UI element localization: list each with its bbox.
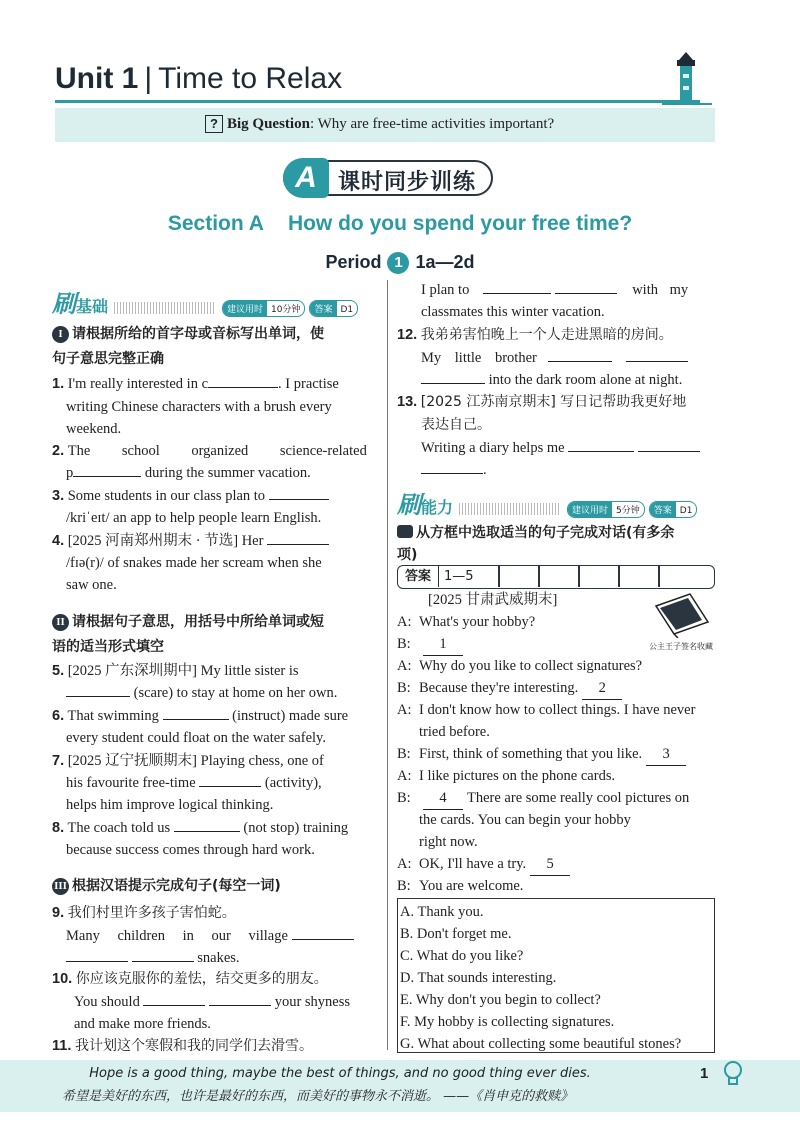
dialogue-text: First, think of something that you like. [419, 746, 643, 762]
q1-text-b: . I practise [278, 376, 339, 392]
q9-blank-3[interactable] [132, 947, 194, 962]
dialogue-line [397, 699, 717, 721]
q11 [52, 1035, 313, 1057]
q1-text-c: writing Chinese characters with a brush every [66, 399, 332, 415]
q13-cn-b: 表达自己。 [421, 417, 491, 433]
q7-text-b: his favourite free-time [66, 775, 196, 791]
dialogue-source: [2025 甘肃武威期末] [428, 592, 558, 608]
q1 [52, 373, 377, 395]
part1-heading [52, 322, 324, 346]
dialogue-line [397, 831, 717, 853]
speaker: B: [397, 790, 411, 806]
big-question: ? Big Question: Why are free-time activities important? [205, 115, 554, 133]
unit-label: Unit 1 [55, 62, 139, 95]
part1-title-b: 句子意思完整正确 [52, 351, 164, 367]
answer-val: D1 [340, 304, 354, 315]
page-number: 1 [700, 1065, 709, 1082]
dialogue-line [397, 633, 717, 655]
q4-blank[interactable] [267, 530, 329, 545]
q5-num: 5. [52, 663, 65, 679]
q5-text-a: [2025 广东深圳期中] My little sister is [67, 663, 299, 679]
q11-text-c: classmates this winter vacation. [421, 304, 605, 320]
dialogue-text: right now. [419, 834, 478, 850]
banner-text: 课时同步训练 [338, 170, 477, 195]
q7-text-c: (activity), [264, 775, 322, 791]
q8-num: 8. [52, 820, 65, 836]
answer-blank-4[interactable]: 4 [423, 787, 463, 810]
speaker: A: [397, 856, 412, 872]
q3-text-b: /kriˈeɪt/ an app to help people learn English. [66, 510, 322, 526]
q9-line2 [66, 925, 354, 947]
unit-title: Unit 1 | Time to Relax [55, 62, 343, 95]
ability-title-b: 项) [397, 547, 418, 563]
dialogue-text: There are some really cool pictures on [467, 790, 690, 806]
basic-time-tag [222, 300, 305, 317]
q8 [52, 817, 348, 839]
ability-level: 能力 [421, 498, 454, 517]
period-heading [0, 252, 800, 274]
q11-blank-1[interactable] [483, 279, 551, 294]
q2-line2 [66, 462, 311, 484]
q7-line2 [66, 772, 322, 794]
q13-blank-1[interactable] [568, 437, 634, 452]
q11-line2 [421, 279, 688, 301]
q4-text-a: [2025 河南郑州期末 · 节选] Her [67, 533, 264, 549]
q9-blank-1[interactable] [292, 925, 354, 940]
q8-text-a: The coach told us [67, 820, 171, 836]
q12-cn: 我弟弟害怕晚上一个人走进黑暗的房间。 [420, 327, 673, 343]
q10-line2 [74, 991, 350, 1013]
time-val: 10分钟 [271, 304, 301, 315]
q7-blank[interactable] [199, 772, 261, 787]
dialogue-text: OK, I'll have a try. [419, 856, 527, 872]
dialogue-text: the cards. You can begin your hobby [419, 812, 631, 828]
q13-blank-3[interactable] [421, 459, 483, 474]
dialogue-line [397, 875, 717, 897]
q13-blank-2[interactable] [638, 437, 700, 452]
option-item: B. Don't forget me. [400, 926, 512, 942]
basic-brand: 刷 [52, 290, 76, 318]
q6-text-a: That swimming [67, 708, 159, 724]
part2-title-a: 请根据句子意思，用括号中所给单词或短 [72, 614, 324, 630]
q13-line3: . [421, 459, 487, 481]
q10-text-a: You should [74, 994, 140, 1010]
q9-cn: 我们村里许多孩子害怕蛇。 [67, 905, 236, 921]
q8-blank[interactable] [174, 817, 240, 832]
q10-num: 10. [52, 971, 73, 987]
dialogue-text: tried before. [419, 724, 490, 740]
book-caption: 公主王子签名收藏 [649, 642, 713, 651]
q5-blank[interactable] [66, 682, 130, 697]
q12-line2 [421, 347, 688, 369]
q2-text-b: p [66, 465, 74, 481]
q13-line2 [421, 437, 700, 459]
q10-text-c: and make more friends. [74, 1016, 211, 1032]
q10-blank-1[interactable] [143, 991, 205, 1006]
answer-strip-label: 答案 [398, 566, 439, 587]
q4-num: 4. [52, 533, 65, 549]
ability-answer-tag [649, 501, 698, 518]
q12-blank-1[interactable] [548, 347, 612, 362]
big-question-label: Big Question [227, 116, 310, 132]
q6-blank[interactable] [163, 705, 229, 720]
dialogue [397, 611, 717, 897]
q13-cn-a: [2025 江苏南京期末] 写日记帮助我更好地 [420, 394, 687, 410]
q7-text-d: helps him improve logical thinking. [66, 797, 274, 813]
header-rule [55, 100, 700, 103]
q5-line2 [66, 682, 337, 704]
q1-text-d: weekend. [66, 421, 122, 437]
answer-strip [397, 565, 715, 589]
section-heading [0, 212, 800, 236]
ability-title-a: 从方框中选取适当的句子完成对话(有多余 [416, 525, 675, 541]
q9-text-b: snakes. [197, 950, 240, 966]
q10-blank-2[interactable] [209, 991, 271, 1006]
speaker: A: [397, 702, 412, 718]
options-box [397, 898, 715, 1053]
q11-text-a: I plan to [421, 282, 470, 298]
answer-val: D1 [679, 505, 693, 516]
q10-text-b: your shyness [274, 994, 351, 1010]
q7-text-a: [2025 辽宁抚顺期末] Playing chess, one of [67, 753, 324, 769]
section-label: Section A [167, 212, 264, 235]
q12-line3 [421, 369, 682, 391]
dialogue-line [397, 721, 717, 743]
q6-text-b: (instruct) made sure [232, 708, 349, 724]
answer-blank-3[interactable]: 3 [646, 743, 686, 766]
q2-num: 2. [52, 443, 65, 459]
q9 [52, 902, 236, 924]
dialogue-line [397, 743, 717, 765]
answer-blank-2[interactable]: 2 [582, 677, 622, 700]
q11-text-b: with my [632, 282, 689, 298]
q12-num: 12. [397, 327, 418, 343]
dialogue-text: Why do you like to collect signatures? [419, 658, 643, 674]
q3-text-a: Some students in our class plan to [67, 488, 266, 504]
q1-num: 1. [52, 376, 65, 392]
answer-key: 答案 [310, 301, 336, 316]
part3-num: III [52, 878, 69, 895]
q8-text-c: because success comes through hard work. [66, 842, 315, 858]
period-number: 1 [387, 252, 409, 274]
q10 [52, 968, 328, 990]
section-title: How do you spend your free time? [287, 212, 633, 235]
q1-text-a: I'm really interested in c [67, 376, 209, 392]
strip-divider [538, 566, 540, 587]
answer-blank-5[interactable]: 5 [530, 853, 570, 876]
speaker: B: [397, 680, 411, 696]
dialogue-line [397, 853, 717, 875]
ability-bar [397, 485, 701, 519]
q3-num: 3. [52, 488, 65, 504]
basic-bar [52, 284, 362, 318]
dialogue-line [397, 809, 717, 831]
part3-heading [52, 874, 281, 898]
dialogue-text: I like pictures on the phone cards. [419, 768, 616, 784]
q9-blank-2[interactable] [66, 947, 128, 962]
q12-text-a: My little brother [421, 350, 537, 366]
strip-divider [618, 566, 620, 587]
part1-title-a: 请根据所给的首字母或音标写出单词，使 [72, 326, 324, 342]
lighthouse-icon [662, 50, 712, 105]
options-list [398, 899, 714, 1055]
q9-line3 [66, 947, 240, 969]
big-question-text: Why are free-time activities important? [317, 116, 555, 132]
q11-blank-2[interactable] [555, 279, 617, 294]
part1-num: I [52, 326, 69, 343]
q5 [52, 660, 299, 682]
option-item: G. What about collecting some beautiful stones? [400, 1036, 682, 1052]
q6-text-c: every student could float on the water safely. [66, 730, 326, 746]
column-divider [387, 280, 388, 1050]
q11-num: 11. [52, 1038, 72, 1054]
dialogue-text: Because they're interesting. [419, 680, 579, 696]
q4-text-c: saw one. [66, 577, 117, 593]
part2-title-b: 语的适当形式填空 [52, 639, 164, 655]
lightbulb-icon [722, 1060, 744, 1088]
q7 [52, 750, 324, 772]
basic-answer-tag [309, 300, 358, 317]
q4 [52, 530, 329, 552]
q2-text-c: during the summer vacation. [144, 465, 311, 481]
option-item: E. Why don't you begin to collect? [400, 992, 601, 1008]
hatch-decoration [459, 503, 561, 515]
q12-text-b: into the dark room alone at night. [488, 372, 683, 388]
speaker: B: [397, 746, 411, 762]
q3-blank[interactable] [269, 485, 329, 500]
q2-blank[interactable] [73, 462, 141, 477]
q13 [397, 391, 686, 413]
option-item: A. Thank you. [400, 904, 484, 920]
period-label: Period [325, 252, 382, 272]
dialogue-line [397, 611, 717, 633]
q12-blank-3[interactable] [421, 369, 485, 384]
part2-num: II [52, 614, 69, 631]
banner-letter: A [283, 158, 329, 198]
answer-key: 答案 [650, 502, 676, 517]
time-key: 建议用时 [568, 502, 612, 517]
q6 [52, 705, 348, 727]
q9-num: 9. [52, 905, 65, 921]
q7-num: 7. [52, 753, 65, 769]
q8-text-b: (not stop) training [243, 820, 349, 836]
q13-num: 13. [397, 394, 418, 410]
question-icon: ? [205, 115, 223, 133]
footer-quote-cn: 希望是美好的东西，也许是最好的东西，而美好的事物永不消逝。 ——《肖申克的救赎》 [62, 1089, 574, 1104]
unit-topic: Time to Relax [158, 62, 343, 95]
option-item: D. That sounds interesting. [400, 970, 557, 986]
q2-text-a: The school organized science-related [67, 443, 367, 459]
q12 [397, 324, 673, 346]
ability-brand: 刷 [397, 491, 421, 519]
q2 [52, 440, 367, 462]
speaker: A: [397, 614, 412, 630]
option-item: F. My hobby is collecting signatures. [400, 1014, 615, 1030]
ability-heading [397, 521, 674, 545]
dialogue-text: You are welcome. [419, 878, 524, 894]
dialogue-text: I don't know how to collect things. I have never [419, 702, 696, 718]
speaker: A: [397, 768, 412, 784]
q5-text-b: (scare) to stay at home on her own. [133, 685, 338, 701]
part3-title: 根据汉语提示完成句子(每空一词) [72, 878, 281, 894]
speaker: B: [397, 878, 411, 894]
hatch-decoration [114, 302, 216, 314]
option-item: C. What do you like? [400, 948, 524, 964]
q3 [52, 485, 329, 507]
answer-blank-1[interactable]: 1 [423, 633, 463, 656]
dialogue-line [397, 677, 717, 699]
footer-quote-en: Hope is a good thing, maybe the best of things, and no good thing ever dies. [89, 1066, 591, 1081]
q1-blank[interactable] [208, 373, 278, 388]
strip-divider [658, 566, 660, 587]
q4-text-b: /fɪə(r)/ of snakes made her scream when she [66, 555, 322, 571]
part2-heading [52, 610, 324, 634]
q12-blank-2[interactable] [626, 347, 688, 362]
q9-text-a: Many children in our village [66, 928, 288, 944]
time-val: 5分钟 [616, 505, 640, 516]
basic-level: 基础 [76, 297, 109, 316]
strip-divider [498, 566, 500, 587]
q11-cn: 我计划这个寒假和我的同学们去滑雪。 [74, 1038, 313, 1054]
answer-strip-range: 1—5 [444, 569, 474, 584]
dialogue-text: What's your hobby? [419, 614, 536, 630]
dialogue-line [397, 765, 717, 787]
q10-cn: 你应该克服你的羞怯，结交更多的朋友。 [75, 971, 328, 987]
strip-divider [578, 566, 580, 587]
q6-num: 6. [52, 708, 65, 724]
speaker: B: [397, 636, 411, 652]
speaker: A: [397, 658, 412, 674]
dialogue-line [397, 787, 717, 809]
speech-bubble-icon [397, 525, 413, 538]
dialogue-line [397, 655, 717, 677]
ability-time-tag [567, 501, 645, 518]
period-range: 1a—2d [415, 252, 475, 272]
q13-text-a: Writing a diary helps me [421, 440, 565, 456]
time-key: 建议用时 [223, 301, 267, 316]
